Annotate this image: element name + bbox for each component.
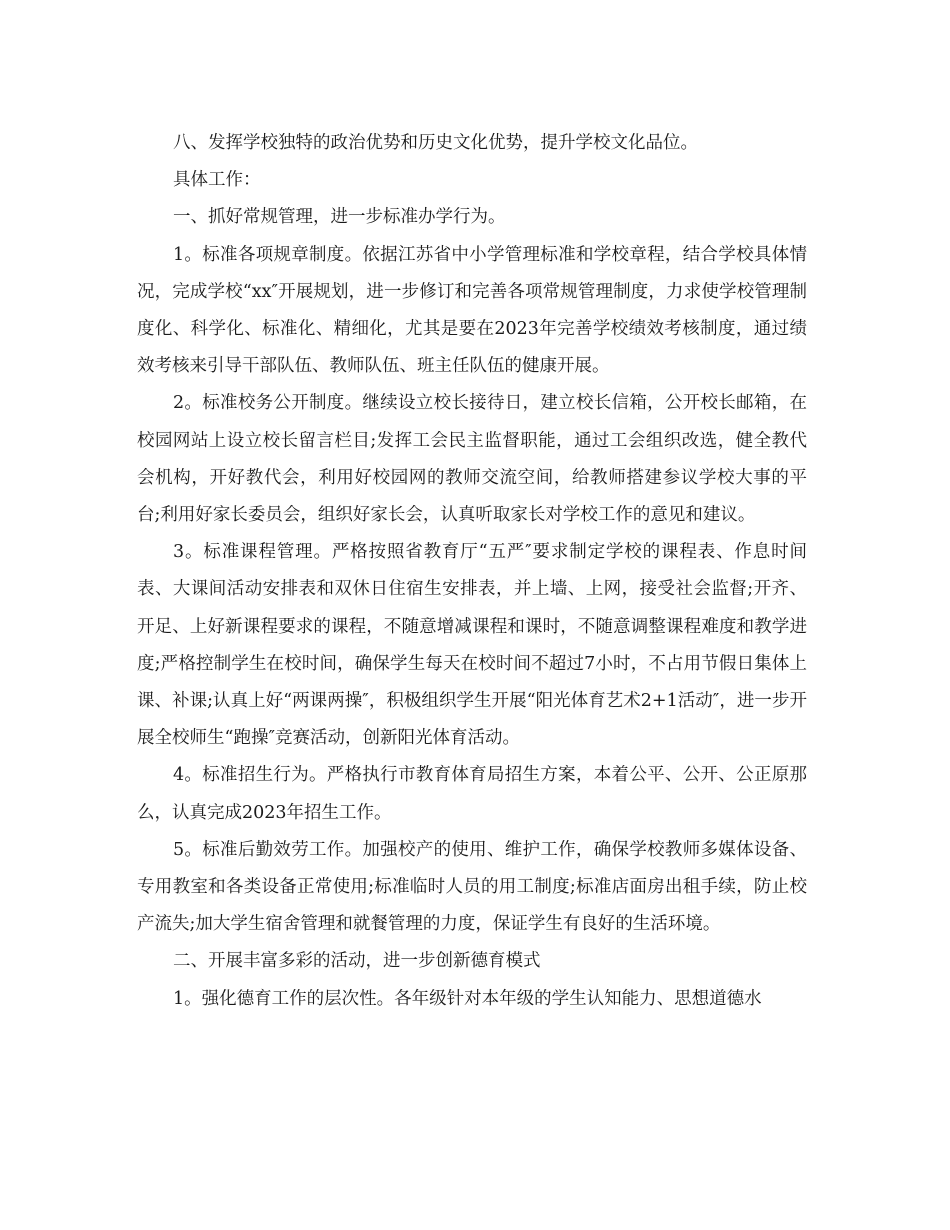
paragraph-item-1-regulations: 1。标准各项规章制度。依据江苏省中小学管理标准和学校章程，结合学校具体情况，完成学校“xx″开展规划，进一步修订和完善各项常规管理制度，力求使学校管理制度化、科学化、标准化、精细化，尤其是要在2023年完善学校绩效考核制度，通过绩效考核来引导干部队伍、教师队伍、班主任队伍的健康开展。 xyxy=(137,244,807,377)
paragraph-section-eight: 八、发挥学校独特的政治优势和历史文化优势，提升学校文化品位。 xyxy=(173,133,698,153)
paragraph-section-one-heading: 一、抓好常规管理，进一步标准办学行为。 xyxy=(173,207,506,228)
paragraph-item-4-enrollment: 4。标准招生行为。严格执行市教育体育局招生方案，本着公平、公开、公正原那么，认真完成2023年招生工作。 xyxy=(137,765,807,823)
paragraph-specific-work-heading: 具体工作： xyxy=(173,170,261,191)
paragraph-section-two-heading: 二、开展丰富多彩的活动，进一步创新德育模式 xyxy=(173,951,541,972)
paragraph-item-2-affairs-disclosure: 2。标准校务公开制度。继续设立校长接待日，建立校长信箱，公开校长邮箱，在校园网站上设立校长留言栏目;发挥工会民主监督职能，通过工会组织改选，健全教代会机构，开好教代会，利用好校园网的教师交流空间，给教师搭建参议学校大事的平台;利用好家长委员会，组织好家长会，认真听取家长对学校工作的意见和建议。 xyxy=(137,393,807,526)
paragraph-item-5-logistics: 5。标准后勤效劳工作。加强校产的使用、维护工作，确保学校教师多媒体设备、专用教室和各类设备正常使用;标准临时人员的用工制度;标准店面房出租手续，防止校产流失;加大学生宿舍管理和就餐管理的力度，保证学生有良好的生活环境。 xyxy=(137,839,807,935)
paragraph-item-3-curriculum: 3。标准课程管理。严格按照省教育厅“五严″要求制定学校的课程表、作息时间表、大课间活动安排表和双休日住宿生安排表，并上墙、上网，接受社会监督;开齐、开足、上好新课程要求的课程，不随意增减课程和课时，不随意调整课程难度和教学进度;严格控制学生在校时间，确保学生每天在校时间不超过7小时，不占用节假日集体上课、补课;认真上好“两课两操″，积极组织学生开展“阳光体育艺术2+1活动″，进一步开展全校师生“跑操″竞赛活动，创新阳光体育活动。 xyxy=(137,542,807,749)
document-body xyxy=(137,125,807,1018)
paragraph-section-two-item-1: 1。强化德育工作的层次性。各年级针对本年级的学生认知能力、思想道德水 xyxy=(173,988,762,1009)
